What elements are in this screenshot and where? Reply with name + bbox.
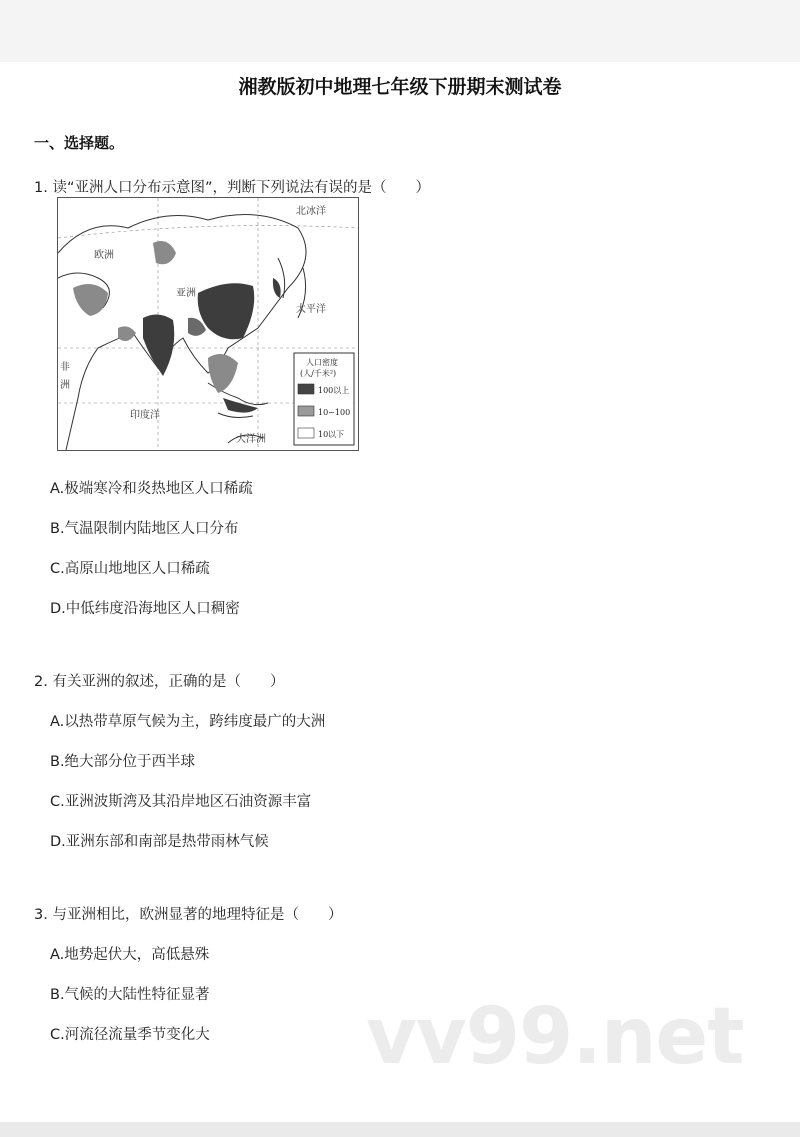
population-regions: [73, 241, 281, 413]
question-3-option-c: C.河流径流量季节变化大: [50, 1027, 210, 1043]
question-3-stem: 3. 与亚洲相比，欧洲显著的地理特征是（ ）: [34, 907, 343, 923]
label-africa-1: 非: [60, 362, 70, 373]
question-2-option-d: D.亚洲东部和南部是热带雨林气候: [50, 834, 269, 850]
question-3-option-a: A.地势起伏大，高低悬殊: [50, 947, 210, 963]
question-2-option-c: C.亚洲波斯湾及其沿岸地区石油资源丰富: [50, 794, 312, 810]
question-1-option-b: B.气温限制内陆地区人口分布: [50, 521, 239, 537]
section-heading: 一、选择题。: [34, 134, 125, 152]
question-1-stem: 1. 读“亚洲人口分布示意图”，判断下列说法有误的是（ ）: [34, 180, 430, 196]
question-1-option-c: C.高原山地地区人口稀疏: [50, 561, 210, 577]
page-bottom-edge: [0, 1122, 800, 1137]
watermark: vv99.net: [366, 992, 744, 1082]
page-title: 湘教版初中地理七年级下册期末测试卷: [238, 76, 562, 98]
legend-title-1: 人口密度: [306, 358, 338, 367]
legend-swatch-high: [298, 384, 314, 394]
map-legend: [294, 353, 354, 445]
legend-low-label: 10以下: [318, 430, 345, 439]
legend-swatch-mid: [298, 406, 314, 416]
question-2-stem: 2. 有关亚洲的叙述，正确的是（ ）: [34, 674, 285, 690]
label-asia: 亚洲: [176, 288, 196, 299]
question-1-option-d: D.中低纬度沿海地区人口稠密: [50, 601, 240, 617]
question-3-option-b: B.气候的大陆性特征显著: [50, 987, 210, 1003]
label-africa-2: 洲: [60, 380, 70, 391]
legend-mid-label: 10~100: [318, 408, 351, 417]
map-drawing: [58, 198, 358, 450]
question-1-option-a: A.极端寒冷和炎热地区人口稀疏: [50, 481, 253, 497]
label-europe: 欧洲: [94, 250, 114, 261]
label-pacific: 太平洋: [296, 304, 326, 315]
question-2-option-b: B.绝大部分位于西半球: [50, 754, 196, 770]
asia-population-map: [57, 197, 359, 451]
legend-swatch-low: [298, 428, 314, 438]
question-2-option-a: A.以热带草原气候为主，跨纬度最广的大洲: [50, 714, 326, 730]
label-indian-ocean: 印度洋: [130, 410, 160, 421]
label-oceania: 大洋洲: [236, 434, 266, 445]
legend-title-2: (人/千米²): [300, 369, 337, 378]
label-arctic: 北冰洋: [296, 206, 326, 217]
legend-high-label: 100以上: [318, 386, 350, 395]
